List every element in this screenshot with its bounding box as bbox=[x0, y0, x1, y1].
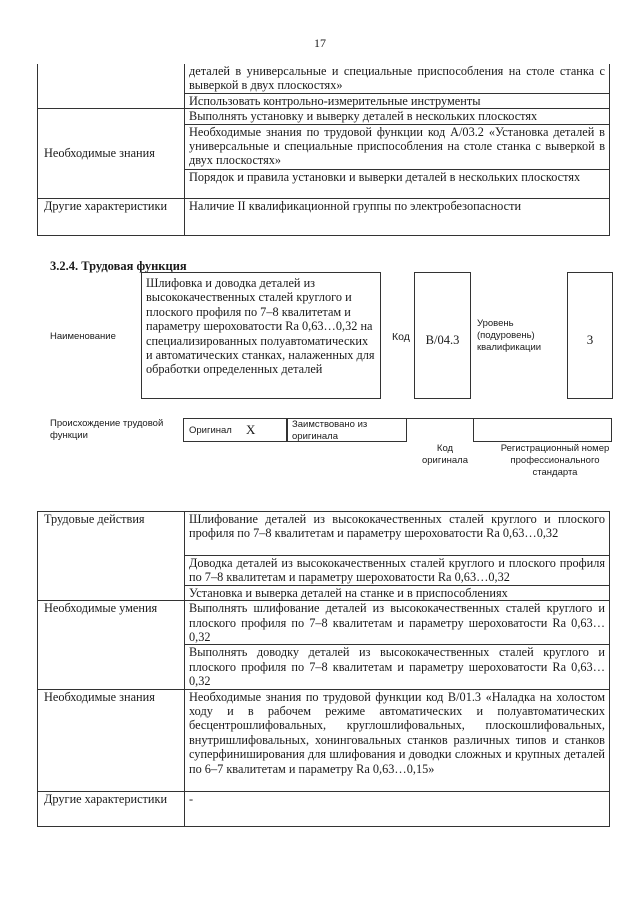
table-row bbox=[38, 601, 610, 645]
borrowed-label: Заимствовано из оригинала bbox=[292, 419, 368, 442]
row-value: Необходимые знания по трудовой функции код В/01.3 «Наладка на холостом ходу и в рабочем режиме автоматических и полуавтоматических бесцентрошлифовальных, круглошлифовальных, плоскошлифовальных, внутришлифовальных, хонинговальных станков различных типов и станков суперфиниширования для шлифования и доводки сложных и крупных деталей по 6–7 квалитетам и параметру Ra 0,63…0,15» bbox=[185, 689, 610, 791]
row-value: Выполнять доводку деталей из высококачественных сталей круглого и плоского профиля по 7–8 квалитетам и параметру шероховатости Ra 0,63…0,32 bbox=[185, 645, 610, 689]
row-label: Необходимые знания bbox=[38, 689, 185, 791]
row-label: Необходимые знания bbox=[38, 109, 185, 198]
row-label: Трудовые действия bbox=[38, 512, 185, 601]
code-label: Код bbox=[392, 331, 410, 343]
row-value: Наличие II квалификационной группы по электробезопасности bbox=[185, 198, 610, 235]
function-name: Шлифовка и доводка деталей из высококачественных сталей круглого и плоского профиля по 7–8 квалитетам и параметру шероховатости Ra 0,63…0,32 на специализированных полуавтоматических и автоматических станках, налаженных для обработки определенных деталей bbox=[141, 272, 381, 399]
row-label: Другие характеристики bbox=[38, 198, 185, 235]
origin-label: Происхождение трудовой функции bbox=[50, 418, 164, 441]
table-row bbox=[38, 512, 610, 556]
row-label: Необходимые умения bbox=[38, 601, 185, 689]
origin-reg-cell bbox=[473, 418, 612, 442]
row-value: - bbox=[185, 791, 610, 826]
code-caption: Код оригинала bbox=[421, 443, 468, 466]
original-mark: X bbox=[246, 422, 256, 437]
row-value: Выполнять установку и выверку деталей в нескольких плоскостях bbox=[185, 109, 610, 124]
section-title: 3.2.4. Трудовая функция bbox=[50, 259, 187, 273]
row-value: Доводка деталей из высококачественных сталей круглого и плоского профиля по 7–8 квалитетам и параметру шероховатости Ra 0,63…0,32 bbox=[185, 556, 610, 586]
qualification-level: 3 bbox=[567, 272, 613, 399]
continuation-table bbox=[37, 64, 610, 236]
row-value: Установка и выверка деталей на станке и в приспособлениях bbox=[185, 585, 610, 600]
table-row bbox=[38, 109, 610, 124]
name-label: Наименование bbox=[50, 331, 116, 342]
row-value: Шлифование деталей из высококачественных сталей круглого и плоского профиля по 7–8 квалитетам и параметру шероховатости Ra 0,63…0,32 bbox=[185, 512, 610, 556]
row-value: Необходимые знания по трудовой функции код А/03.2 «Установка деталей в универсальные и специальные приспособления на столе станка с выверкой в двух плоскостях» bbox=[185, 124, 610, 169]
level-label: Уровень (подуровень) квалификации bbox=[477, 318, 542, 353]
table-row bbox=[38, 791, 610, 826]
table-row bbox=[38, 198, 610, 235]
function-details-table bbox=[37, 511, 610, 827]
row-value: Порядок и правила установки и выверки деталей в нескольких плоскостях bbox=[185, 169, 610, 198]
page-number: 17 bbox=[314, 36, 326, 50]
original-label: Оригинал bbox=[189, 425, 232, 436]
row-label: Другие характеристики bbox=[38, 791, 185, 826]
origin-borrowed-cell bbox=[287, 418, 407, 442]
table-row bbox=[38, 689, 610, 791]
origin-original-cell bbox=[183, 418, 287, 442]
row-value: Выполнять шлифование деталей из высококачественных сталей круглого и плоского профиля по 7–8 квалитетам и параметру шероховатости Ra 0,63…0,32 bbox=[185, 601, 610, 645]
origin-code-cell bbox=[407, 418, 473, 442]
table-row bbox=[38, 64, 610, 93]
row-value: деталей в универсальные и специальные приспособления на столе станка с выверкой в двух плоскостях» bbox=[185, 64, 610, 93]
row-label bbox=[38, 64, 185, 109]
row-value: Использовать контрольно-измерительные инструменты bbox=[185, 93, 610, 108]
reg-caption: Регистрационный номер профессионального стандарта bbox=[500, 443, 610, 478]
function-code: В/04.3 bbox=[414, 272, 471, 399]
